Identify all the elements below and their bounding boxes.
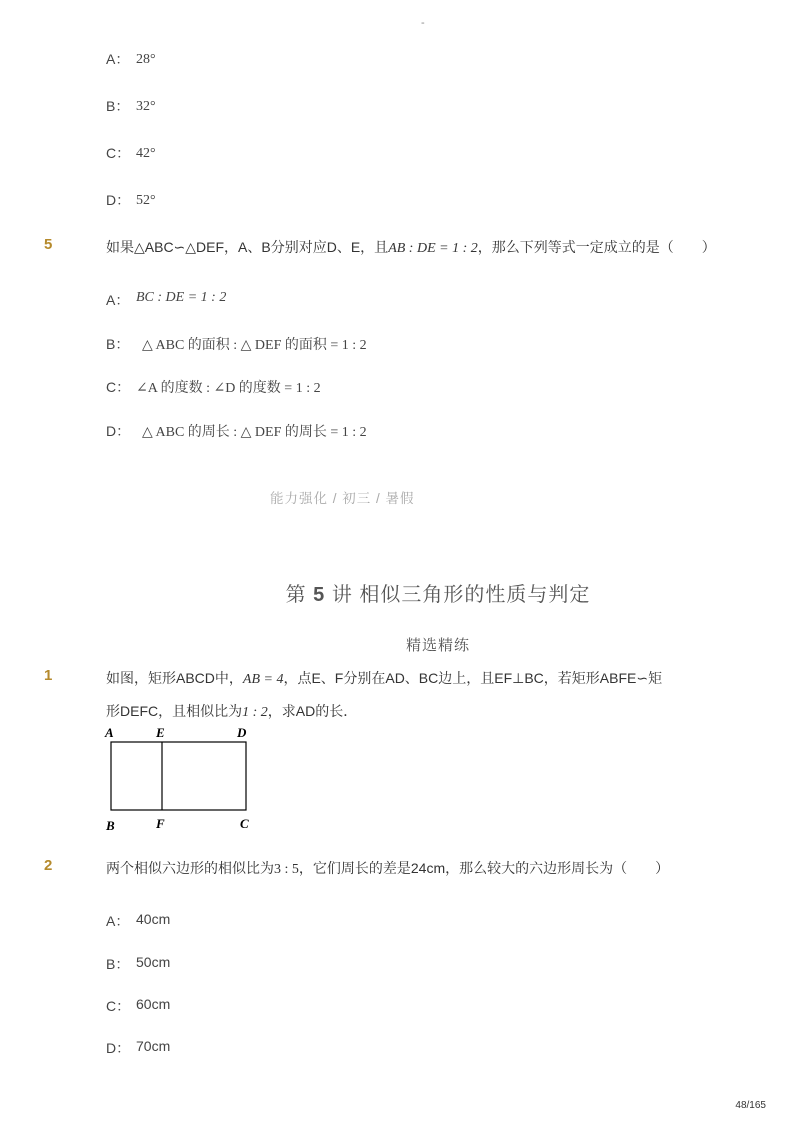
breadcrumb: 能力强化 / 初三 / 暑假 xyxy=(270,491,415,506)
point-label-b: B xyxy=(106,818,115,833)
prev-option-c-label: C： xyxy=(106,145,131,161)
q5-option-d-label: D： xyxy=(106,423,131,439)
q5-option-b-value: △ ABC 的面积 : △ DEF 的面积 = 1 : 2 xyxy=(142,338,367,353)
q5-option-b-label: B： xyxy=(106,336,130,352)
q2-option-b-value: 50cm xyxy=(136,954,171,970)
q2-option-a-value: 40cm xyxy=(136,911,171,927)
point-label-c: C xyxy=(240,816,249,831)
question-2-number: 2 xyxy=(44,857,53,874)
q2-option-c-value: 60cm xyxy=(136,996,171,1012)
question-5-text-sim: △ABC∽△DEF，A、B分别对应D、E，且 xyxy=(134,239,389,255)
point-label-a: A xyxy=(105,725,114,740)
question-5-ratio: AB : DE = 1 : 2 xyxy=(388,241,478,256)
q2-option-b-label: B： xyxy=(106,956,130,972)
question-5-text xyxy=(106,237,716,257)
question-5-text-post: ，那么下列等式一定成立的是（ ） xyxy=(477,239,716,255)
prev-option-d-value: 52° xyxy=(136,193,156,208)
lecture-title-prefix: 第 xyxy=(285,584,307,606)
page-top-mark: - xyxy=(421,17,425,29)
question-1-ab-value: AB = 4 xyxy=(242,672,284,687)
question-2-ratio: 3 : 5 xyxy=(274,862,299,877)
point-label-e: E xyxy=(156,725,165,740)
question-2-text-a: 两个相似六边形的相似比为 xyxy=(106,860,274,876)
section-title: 精选精练 xyxy=(405,637,470,654)
prev-option-b-value: 32° xyxy=(136,99,156,114)
lecture-number: 5 xyxy=(313,584,326,606)
rectangle-figure xyxy=(100,722,260,837)
lecture-title xyxy=(0,578,800,607)
prev-option-b-label: B： xyxy=(106,98,130,114)
question-1-number: 1 xyxy=(44,667,53,684)
q2-option-a-label: A： xyxy=(106,913,130,929)
question-1-line-2-b: ，求AD的长． xyxy=(267,703,358,719)
point-label-d: D xyxy=(237,725,247,740)
q5-option-d-value: △ ABC 的周长 : △ DEF 的周长 = 1 : 2 xyxy=(142,425,367,440)
lecture-title-text: 讲 相似三角形的性质与判定 xyxy=(331,584,591,606)
rectangle-abcd xyxy=(111,742,246,810)
question-1-line-2 xyxy=(106,701,357,721)
q5-option-a-value: BC : DE = 1 : 2 xyxy=(136,290,227,305)
question-5-text-pre: 如果 xyxy=(106,239,134,255)
q5-option-c-value: ∠A 的度数 : ∠D 的度数 = 1 : 2 xyxy=(136,381,321,396)
q5-option-a-label: A： xyxy=(106,292,130,308)
q2-option-d-label: D： xyxy=(106,1040,131,1056)
question-1-line-2-a: 形DEFC，且相似比为 xyxy=(106,703,243,719)
question-5-number: 5 xyxy=(44,236,53,253)
question-1-line-1-b: ，点E、F分别在AD、BC边上，且EF⊥BC，若矩形ABFE∽矩 xyxy=(283,670,663,686)
prev-option-a-value: 28° xyxy=(136,52,156,67)
prev-option-a-label: A： xyxy=(106,51,130,67)
q2-option-d-value: 70cm xyxy=(136,1038,171,1054)
question-1-line-1 xyxy=(106,668,662,688)
point-label-f: F xyxy=(156,816,165,831)
prev-option-c-value: 42° xyxy=(136,146,156,161)
page-number: 48/165 xyxy=(735,1100,766,1111)
question-1-ratio: 1 : 2 xyxy=(242,705,268,720)
question-2-text-b: ，它们周长的差是24cm，那么较大的六边形周长为（ ） xyxy=(298,860,670,876)
prev-option-d-label: D： xyxy=(106,192,131,208)
q2-option-c-label: C： xyxy=(106,998,131,1014)
question-1-line-1-a: 如图，矩形ABCD中， xyxy=(106,670,243,686)
question-2-text xyxy=(106,858,669,878)
q5-option-c-label: C： xyxy=(106,379,131,395)
